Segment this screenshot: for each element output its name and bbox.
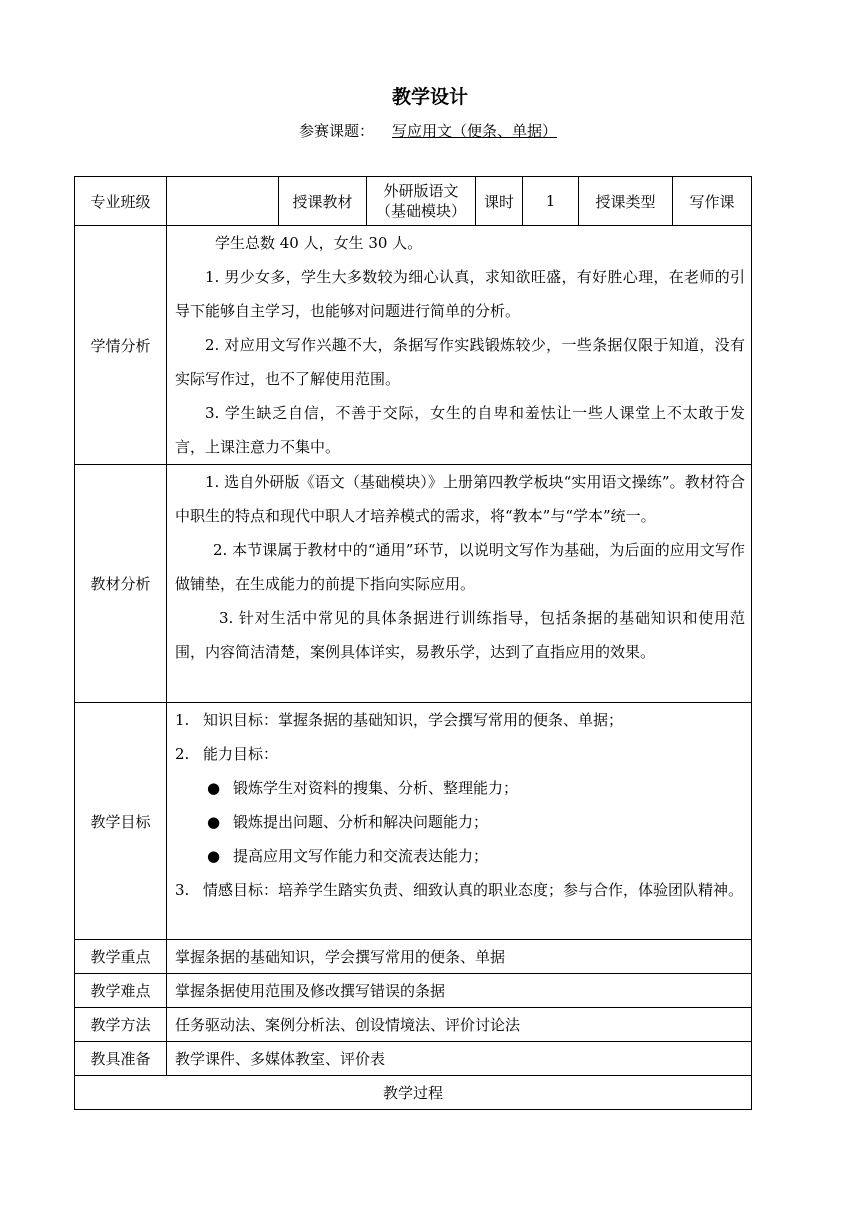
material-analysis-row	[75, 465, 752, 703]
ability-bullet	[175, 805, 745, 839]
textbook-value-line2: （基础模块）	[375, 202, 466, 220]
key-point-row	[75, 940, 752, 974]
textbook-label: 授课教材	[279, 177, 367, 226]
bullet-text: 锻炼学生对资料的搜集、分析、整理能力；	[233, 779, 519, 797]
material-paragraph: 2. 本节课属于教材中的“通用”环节，以说明文写作为基础，为后面的应用文写作做铺垫，在生成能力的前提下指向实际应用。	[175, 541, 745, 593]
learner-paragraph: 2. 对应用文写作兴趣不大，条据写作实践锻炼较少，一些条据仅限于知道，没有实际写作过，也不了解使用范围。	[175, 336, 745, 388]
objectives-content	[167, 703, 752, 940]
objectives-label: 教学目标	[75, 703, 167, 940]
ability-bullet	[175, 771, 745, 805]
process-label: 教学过程	[75, 1076, 752, 1110]
hours-value: 1	[523, 177, 579, 226]
bullet-icon: ●	[207, 813, 221, 831]
equipment-row	[75, 1042, 752, 1076]
objective-number: 2.	[175, 745, 190, 763]
header-row	[75, 177, 752, 226]
material-analysis-content	[167, 465, 752, 703]
learner-paragraph: 3. 学生缺乏自信，不善于交际，女生的自卑和羞怯让一些人课堂上不太敢于发言，上课注意力不集中。	[175, 404, 745, 456]
difficulty-row	[75, 974, 752, 1008]
type-value: 写作课	[673, 177, 752, 226]
objective-text: 情感目标：培养学生踏实负责、细致认真的职业态度；参与合作，体验团队精神。	[203, 881, 744, 899]
method-row	[75, 1008, 752, 1042]
objective-text: 知识目标：掌握条据的基础知识，学会撰写常用的便条、单据；	[203, 711, 624, 729]
textbook-value-line1: 外研版语文	[383, 182, 459, 200]
objective-text: 能力目标：	[203, 745, 279, 763]
objective-ability	[175, 737, 745, 771]
bullet-text: 锻炼提出问题、分析和解决问题能力；	[233, 813, 489, 831]
material-paragraph: 3. 针对生活中常见的具体条据进行训练指导，包括条据的基础知识和使用范围，内容简洁清楚，案例具体详实，易教乐学，达到了直指应用的效果。	[175, 609, 745, 661]
learner-analysis-content	[167, 226, 752, 465]
objective-number: 3.	[175, 881, 190, 899]
equipment-label: 教具准备	[75, 1042, 167, 1076]
equipment-value: 教学课件、多媒体教室、评价表	[167, 1042, 752, 1076]
hours-label: 课时	[476, 177, 523, 226]
class-value	[167, 177, 279, 226]
material-analysis-label: 教材分析	[75, 465, 167, 703]
ability-bullet	[175, 839, 745, 873]
bullet-icon: ●	[207, 847, 221, 865]
difficulty-value: 掌握条据使用范围及修改撰写错误的条据	[167, 974, 752, 1008]
process-row	[75, 1076, 752, 1110]
topic-value: 写应用文（便条、单据）	[392, 122, 558, 140]
objectives-row	[75, 703, 752, 940]
difficulty-label: 教学难点	[75, 974, 167, 1008]
bullet-text: 提高应用文写作能力和交流表达能力；	[233, 847, 489, 865]
objective-knowledge	[175, 703, 745, 737]
learner-paragraph: 学生总数 40 人，女生 30 人。	[215, 234, 423, 252]
textbook-value	[367, 177, 476, 226]
bullet-icon: ●	[207, 779, 221, 797]
type-label: 授课类型	[579, 177, 673, 226]
topic-label: 参赛课题：	[298, 122, 374, 140]
class-label: 专业班级	[75, 177, 167, 226]
material-paragraph: 1. 选自外研版《语文（基础模块）》上册第四教学板块“实用语文操练”。教材符合中职生的特点和现代中职人才培养模式的需求，将“教本”与“学本”统一。	[175, 473, 745, 525]
key-point-label: 教学重点	[75, 940, 167, 974]
learner-paragraph: 1. 男少女多，学生大多数较为细心认真，求知欲旺盛，有好胜心理，在老师的引导下能够自主学习，也能够对问题进行简单的分析。	[175, 268, 745, 320]
document-title: 教学设计	[391, 86, 468, 108]
method-label: 教学方法	[75, 1008, 167, 1042]
lesson-plan-table	[74, 176, 752, 1110]
key-point-value: 掌握条据的基础知识，学会撰写常用的便条、单据	[167, 940, 752, 974]
learner-analysis-row	[75, 226, 752, 465]
learner-analysis-label: 学情分析	[75, 226, 167, 465]
objective-number: 1.	[175, 711, 190, 729]
method-value: 任务驱动法、案例分析法、创设情境法、评价讨论法	[167, 1008, 752, 1042]
contest-topic	[0, 120, 860, 141]
objective-emotion	[175, 873, 745, 907]
